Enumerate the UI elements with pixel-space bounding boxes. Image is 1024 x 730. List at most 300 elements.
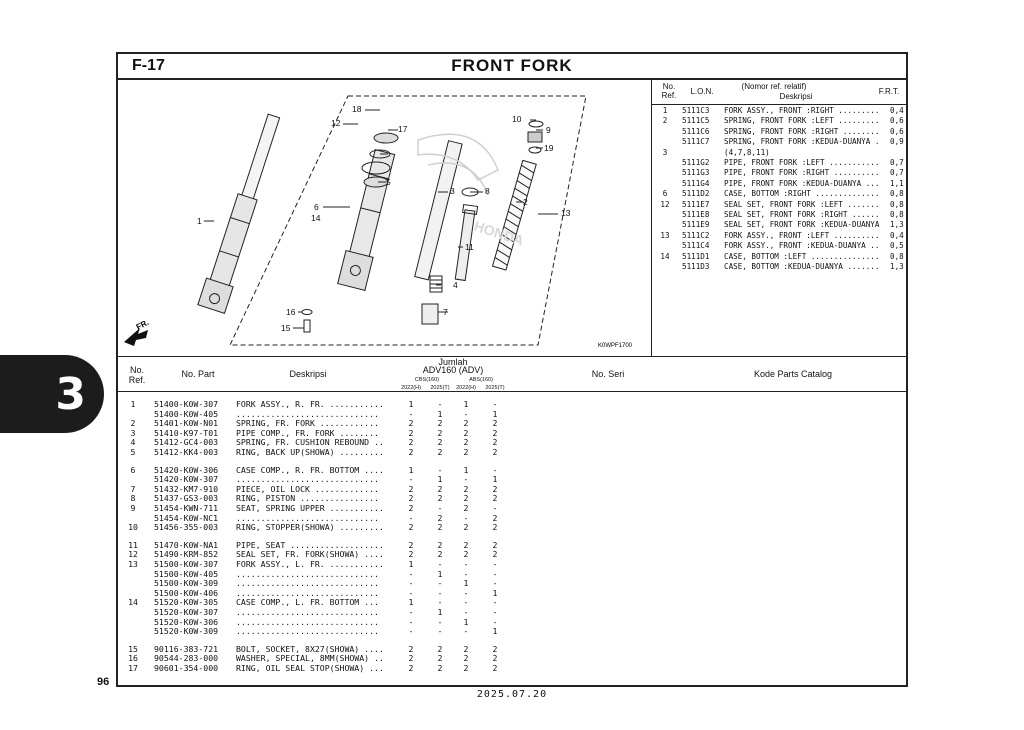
reference-row — [652, 262, 908, 272]
qty-abs-2022: 2 — [463, 418, 469, 429]
qty-cbs-2025: 2 — [437, 653, 443, 664]
parts-row — [118, 559, 906, 569]
qty-cbs-2025: 2 — [437, 418, 443, 429]
qty-cbs-2025: 2 — [437, 539, 443, 550]
part-number: 51456-355-003 — [154, 522, 219, 533]
col-year-2: 2025(T) — [430, 385, 450, 391]
reference-row — [652, 127, 908, 137]
ref-lon: 5111C6 — [682, 126, 710, 136]
qty-abs-2025: 1 — [492, 587, 498, 598]
part-description: FORK ASSY., R. FR. ........... — [236, 399, 384, 409]
qty-cbs-2022: 1 — [408, 464, 414, 475]
qty-cbs-2025: 2 — [437, 549, 443, 560]
qty-abs-2022: 2 — [463, 493, 469, 504]
ref-header-no: No. — [662, 82, 676, 91]
parts-row — [118, 399, 906, 409]
part-description: ............................. — [236, 587, 379, 598]
part-number: 90116-383-721 — [154, 643, 219, 654]
part-number: 51500-K0W-405 — [154, 568, 219, 579]
qty-abs-2025: - — [492, 399, 498, 409]
qty-cbs-2022: - — [408, 408, 414, 419]
qty-cbs-2025: 2 — [437, 643, 443, 654]
ref-lon: 5111E8 — [682, 210, 710, 219]
qty-abs-2025: 2 — [492, 437, 498, 448]
part-number: 51470-K0W-NA1 — [154, 539, 219, 550]
ref-lon: 5111D1 — [682, 251, 710, 261]
qty-abs-2022: 2 — [463, 549, 469, 560]
qty-cbs-2025: 2 — [437, 522, 443, 533]
ref-description: FORK ASSY., FRONT :LEFT .......... — [724, 230, 880, 240]
parts-row — [118, 484, 906, 494]
qty-abs-2025: 2 — [492, 418, 498, 429]
part-description: ............................. — [236, 607, 379, 617]
reference-row — [652, 210, 908, 220]
page-number: 96 — [97, 676, 110, 688]
qty-abs-2025: 1 — [492, 626, 498, 637]
qty-abs-2022: 2 — [463, 643, 469, 654]
ref-description: SPRING, FRONT FORK :KEDUA-DUANYA . — [724, 137, 880, 147]
qty-abs-2022: 2 — [463, 427, 469, 438]
front-direction-arrow — [124, 318, 150, 346]
part-number: 51500-K0W-406 — [154, 587, 219, 598]
qty-cbs-2025: - — [437, 597, 443, 608]
part-ref: 5 — [130, 447, 136, 457]
callout-6: 6 — [314, 202, 319, 212]
ref-no: 3 — [662, 147, 668, 157]
parts-row — [118, 447, 906, 457]
part-ref: 14 — [128, 597, 138, 608]
part-description: ............................. — [236, 408, 379, 419]
part-ref: 12 — [128, 549, 138, 560]
ref-frt: 0,8 — [890, 189, 904, 199]
reference-header — [652, 80, 908, 105]
part-description: WASHER, SPECIAL, 8MM(SHOWA) .. — [236, 653, 384, 664]
fork-spring — [492, 160, 536, 270]
reference-row — [652, 241, 908, 251]
qty-cbs-2025: 1 — [437, 607, 443, 617]
callout-12: 12 — [331, 118, 341, 128]
qty-cbs-2025: 2 — [437, 437, 443, 448]
ref-description: SEAL SET, FRONT FORK :KEDUA-DUANYA — [724, 220, 880, 230]
part-number: 51420-K0W-307 — [154, 474, 219, 485]
part-number: 51400-K0W-405 — [154, 408, 219, 419]
ref-description: SPRING, FRONT FORK :RIGHT ........ — [724, 126, 880, 136]
qty-abs-2025: 2 — [492, 493, 498, 504]
reference-row — [652, 106, 908, 116]
parts-row — [118, 474, 906, 484]
part-number: 51412-KK4-003 — [154, 447, 219, 457]
reference-row — [652, 252, 908, 262]
qty-cbs-2022: - — [408, 578, 414, 589]
figure-code: F-17 — [132, 57, 165, 74]
part-ref: 4 — [130, 437, 136, 448]
qty-abs-2022: - — [463, 597, 469, 608]
qty-abs-2022: - — [463, 512, 469, 523]
qty-abs-2022: 1 — [463, 464, 469, 475]
part-number: 90601-354-000 — [154, 663, 219, 673]
col-cbs: CBS(160) — [414, 377, 440, 383]
ref-lon: 5111D3 — [682, 262, 710, 271]
qty-cbs-2022: - — [408, 568, 414, 579]
qty-abs-2022: - — [463, 607, 469, 617]
qty-cbs-2025: - — [437, 626, 443, 637]
qty-cbs-2022: 1 — [408, 399, 414, 409]
qty-abs-2022: 1 — [463, 616, 469, 627]
qty-abs-2022: - — [463, 474, 469, 485]
qty-abs-2025: - — [492, 464, 498, 475]
callout-13: 13 — [561, 208, 571, 218]
qty-cbs-2022: 2 — [408, 447, 414, 457]
qty-abs-2025: - — [492, 559, 498, 569]
part-description: CASE COMP., L. FR. BOTTOM ... — [236, 597, 379, 608]
reference-row — [652, 168, 908, 178]
ref-frt: 0,8 — [890, 210, 904, 219]
part-number: 90544-283-000 — [154, 653, 219, 664]
part-number: 51500-K0W-307 — [154, 559, 219, 569]
part-description: SPRING, FR. CUSHION REBOUND .. — [236, 437, 384, 448]
qty-abs-2025: - — [492, 607, 498, 617]
parts-row — [118, 493, 906, 503]
qty-cbs-2025: 2 — [437, 447, 443, 457]
ref-lon: 5111C4 — [682, 241, 710, 251]
qty-cbs-2022: - — [408, 587, 414, 598]
part-number: 51520-K0W-306 — [154, 616, 219, 627]
qty-abs-2022: 2 — [463, 437, 469, 448]
callout-2: 2 — [523, 197, 528, 207]
callout-3: 3 — [450, 186, 455, 196]
ref-description: FORK ASSY., FRONT :RIGHT ......... — [724, 106, 880, 115]
col-catalog-code: Kode Parts Catalog — [753, 369, 833, 379]
qty-cbs-2022: 2 — [408, 549, 414, 560]
front-fork-drawing — [118, 80, 652, 356]
qty-abs-2022: - — [463, 568, 469, 579]
ref-frt: 0,8 — [890, 199, 904, 209]
footer-date: 2025.07.20 — [476, 689, 548, 700]
col-description: Deskripsi — [289, 369, 327, 379]
callout-1: 1 — [197, 216, 202, 226]
ref-no: 1 — [662, 106, 668, 115]
col-serial: No. Seri — [591, 369, 625, 379]
qty-cbs-2022: - — [408, 626, 414, 637]
parts-row — [118, 465, 906, 475]
part-description: ............................. — [236, 616, 379, 627]
ref-frt: 1,3 — [890, 262, 904, 271]
ref-header-lon: L.O.N. — [690, 87, 714, 96]
qty-abs-2025: - — [492, 578, 498, 589]
ref-frt: 0,9 — [890, 137, 904, 147]
parts-row — [118, 513, 906, 523]
qty-cbs-2022: 2 — [408, 427, 414, 438]
qty-abs-2022: 2 — [463, 503, 469, 513]
ref-description: PIPE, FRONT FORK :LEFT ........... — [724, 158, 880, 167]
reference-row — [652, 220, 908, 230]
ref-lon: 5111E9 — [682, 220, 710, 230]
ref-frt: 0,7 — [890, 158, 904, 167]
ref-lon: 5111E7 — [682, 199, 710, 209]
ref-description: SEAL SET, FRONT FORK :LEFT ....... — [724, 199, 880, 209]
part-ref: 11 — [128, 539, 138, 550]
exploded-diagram — [118, 80, 652, 356]
callout-15: 15 — [281, 323, 291, 333]
ref-frt: 1,3 — [890, 220, 904, 230]
qty-abs-2025: 2 — [492, 512, 498, 523]
callout-14: 14 — [311, 213, 321, 223]
callout-8: 8 — [485, 186, 490, 196]
parts-row — [118, 653, 906, 663]
parts-page-frame — [116, 52, 908, 687]
part-description: PIPE COMP., FR. FORK ........ — [236, 427, 379, 438]
ref-description: CASE, BOTTOM :KEDUA-DUANYA ....... — [724, 262, 880, 271]
qty-abs-2025: - — [492, 616, 498, 627]
rebound-spring — [430, 276, 442, 292]
part-description: RING, STOPPER(SHOWA) ......... — [236, 522, 384, 533]
qty-abs-2025: - — [492, 597, 498, 608]
reference-row — [652, 189, 908, 199]
part-description: SEAL SET, FR. FORK(SHOWA) .... — [236, 549, 384, 560]
part-ref: 15 — [128, 643, 138, 654]
part-ref: 16 — [128, 653, 138, 664]
qty-abs-2022: - — [463, 408, 469, 419]
qty-cbs-2025: 2 — [437, 663, 443, 673]
qty-cbs-2025: - — [437, 578, 443, 589]
part-ref: 17 — [128, 663, 138, 673]
qty-abs-2022: - — [463, 559, 469, 569]
chapter-tab — [0, 355, 104, 433]
parts-row — [118, 418, 906, 428]
part-number: 51412-GC4-003 — [154, 437, 219, 448]
ref-frt: 0,8 — [890, 251, 904, 261]
parts-row — [118, 617, 906, 627]
col-year-1: 2022(H) — [401, 385, 421, 391]
part-number: 51490-KRM-852 — [154, 549, 219, 560]
qty-cbs-2022: - — [408, 512, 414, 523]
part-description: RING, BACK UP(SHOWA) ......... — [236, 447, 384, 457]
special-washer — [302, 310, 312, 315]
part-description: BOLT, SOCKET, 8X27(SHOWA) .... — [236, 643, 384, 654]
parts-row — [118, 428, 906, 438]
ref-description: CASE, BOTTOM :LEFT ............... — [724, 251, 880, 261]
qty-cbs-2022: 2 — [408, 643, 414, 654]
part-description: ............................. — [236, 474, 379, 485]
fork-assembly-right — [198, 112, 287, 314]
col-ref: Ref. — [128, 375, 146, 385]
qty-cbs-2022: 2 — [408, 437, 414, 448]
col-part-no: No. Part — [181, 369, 215, 379]
direction-label: FR. — [134, 317, 151, 332]
ref-lon: 5111G3 — [682, 168, 710, 178]
parts-row — [118, 437, 906, 447]
qty-abs-2022: 2 — [463, 539, 469, 550]
ref-description: FORK ASSY., FRONT :KEDUA-DUANYA .. — [724, 241, 880, 251]
parts-row — [118, 578, 906, 588]
part-description: ............................. — [236, 568, 379, 579]
part-ref: 13 — [128, 559, 138, 569]
parts-table-header — [118, 356, 906, 392]
callout-5: 5 — [386, 177, 391, 187]
drawing-code: K0WPF1700 — [598, 343, 633, 349]
part-description: FORK ASSY., L. FR. ........... — [236, 559, 384, 569]
reference-row — [652, 158, 908, 168]
qty-abs-2022: 1 — [463, 578, 469, 589]
part-number: 51410-K97-T01 — [154, 427, 219, 438]
ref-description: SPRING, FRONT FORK :LEFT ......... — [724, 116, 880, 126]
ref-description: SEAL SET, FRONT FORK :RIGHT ...... — [724, 210, 880, 219]
parts-row — [118, 503, 906, 513]
qty-cbs-2022: 2 — [408, 483, 414, 494]
ref-no: 14 — [660, 251, 670, 261]
ref-frt: 0,4 — [890, 230, 904, 240]
ref-description: PIPE, FRONT FORK :KEDUA-DUANYA ... — [724, 178, 880, 188]
qty-abs-2025: 2 — [492, 549, 498, 560]
qty-cbs-2022: 2 — [408, 539, 414, 550]
qty-abs-2025: 2 — [492, 522, 498, 533]
qty-abs-2025: 2 — [492, 643, 498, 654]
spring-seat — [528, 132, 542, 142]
part-ref: 3 — [130, 427, 136, 438]
ref-frt: 0,5 — [890, 241, 904, 251]
part-number: 51432-KM7-910 — [154, 483, 219, 494]
parts-row — [118, 540, 906, 550]
ring-18 — [374, 133, 398, 143]
parts-row — [118, 597, 906, 607]
callout-10: 10 — [512, 114, 522, 124]
qty-cbs-2022: - — [408, 474, 414, 485]
parts-row — [118, 522, 906, 532]
parts-row — [118, 569, 906, 579]
parts-row — [118, 588, 906, 598]
qty-abs-2025: 2 — [492, 427, 498, 438]
qty-abs-2022: - — [463, 587, 469, 598]
part-description: PIECE, OIL LOCK ............. — [236, 483, 379, 494]
part-description: ............................. — [236, 626, 379, 637]
part-ref: 2 — [130, 418, 136, 429]
qty-cbs-2022: 1 — [408, 597, 414, 608]
part-description: ............................. — [236, 512, 379, 523]
qty-cbs-2025: - — [437, 616, 443, 627]
qty-abs-2025: 2 — [492, 539, 498, 550]
qty-cbs-2025: 2 — [437, 512, 443, 523]
qty-cbs-2022: - — [408, 616, 414, 627]
ref-header-frt: F.R.T. — [878, 87, 900, 96]
ref-frt: 0,6 — [890, 126, 904, 136]
ref-frt: 0,4 — [890, 106, 904, 115]
ref-no: 2 — [662, 116, 668, 126]
part-ref: 6 — [130, 464, 136, 475]
chapter-number: 3 — [55, 369, 86, 420]
parts-row — [118, 626, 906, 636]
part-description: CASE COMP., R. FR. BOTTOM .... — [236, 464, 384, 475]
col-abs: ABS(160) — [469, 377, 493, 383]
fork-pipe — [415, 141, 462, 280]
part-ref: 9 — [130, 503, 136, 513]
part-ref: 1 — [130, 399, 136, 409]
qty-cbs-2022: 2 — [408, 653, 414, 664]
callout-17: 17 — [398, 124, 408, 134]
ref-description: CASE, BOTTOM :RIGHT .............. — [724, 189, 880, 199]
socket-bolt — [304, 320, 310, 332]
qty-cbs-2025: - — [437, 587, 443, 598]
reference-row — [652, 231, 908, 241]
qty-cbs-2025: 1 — [437, 568, 443, 579]
callout-16: 16 — [286, 307, 296, 317]
col-year-4: 2025(T) — [485, 385, 505, 391]
ref-lon: 5111C7 — [682, 137, 710, 147]
qty-abs-2025: 1 — [492, 408, 498, 419]
qty-cbs-2025: - — [437, 464, 443, 475]
qty-abs-2022: 2 — [463, 663, 469, 673]
callout-11: 11 — [465, 242, 474, 252]
part-number: 51420-K0W-306 — [154, 464, 219, 475]
qty-cbs-2022: 2 — [408, 663, 414, 673]
ref-lon: 5111C2 — [682, 230, 710, 240]
stopper-ring — [529, 121, 543, 127]
qty-cbs-2022: 2 — [408, 493, 414, 504]
qty-cbs-2025: 2 — [437, 427, 443, 438]
part-description: PIPE, SEAT ................... — [236, 539, 384, 550]
col-no: No. — [129, 365, 144, 375]
ref-no: 13 — [660, 230, 670, 240]
qty-abs-2025: 2 — [492, 447, 498, 457]
qty-abs-2022: 2 — [463, 447, 469, 457]
callout-19: 19 — [544, 143, 554, 153]
qty-abs-2025: - — [492, 503, 498, 513]
qty-abs-2022: 2 — [463, 483, 469, 494]
ref-header-deskripsi: Deskripsi — [779, 92, 813, 101]
qty-cbs-2025: 2 — [437, 483, 443, 494]
qty-cbs-2025: - — [437, 503, 443, 513]
qty-abs-2022: 2 — [463, 653, 469, 664]
part-number: 51400-K0W-307 — [154, 399, 219, 409]
qty-cbs-2022: - — [408, 607, 414, 617]
qty-abs-2025: 2 — [492, 483, 498, 494]
qty-cbs-2022: 2 — [408, 418, 414, 429]
part-number: 51437-GS3-003 — [154, 493, 219, 504]
reference-row — [652, 200, 908, 210]
qty-abs-2025: 1 — [492, 474, 498, 485]
qty-cbs-2022: 2 — [408, 503, 414, 513]
col-year-3: 2022(H) — [456, 385, 476, 391]
qty-cbs-2025: 2 — [437, 493, 443, 504]
part-description: ............................. — [236, 578, 379, 589]
ref-no: 6 — [662, 189, 668, 199]
part-ref: 8 — [130, 493, 136, 504]
part-number: 51454-KWN-711 — [154, 503, 219, 513]
reference-row — [652, 179, 908, 189]
ref-lon: 5111G4 — [682, 178, 710, 188]
ref-header-ref: Ref. — [661, 91, 677, 100]
qty-cbs-2025: - — [437, 399, 443, 409]
reference-panel — [652, 80, 908, 356]
qty-cbs-2022: 2 — [408, 522, 414, 533]
qty-abs-2025: - — [492, 568, 498, 579]
part-ref: 7 — [130, 483, 136, 494]
part-description: SEAT, SPRING UPPER ........... — [236, 503, 384, 513]
qty-abs-2022: 2 — [463, 522, 469, 533]
ref-no: 12 — [660, 199, 670, 209]
part-number: 51401-K0W-N01 — [154, 418, 219, 429]
qty-cbs-2025: - — [437, 559, 443, 569]
col-model: ADV160 (ADV) — [422, 365, 484, 375]
ref-description: (4,7,8,11) — [724, 147, 770, 157]
ref-lon: 5111C3 — [682, 106, 710, 115]
callout-9: 9 — [546, 125, 551, 135]
qty-cbs-2025: 1 — [437, 408, 443, 419]
part-description: RING, PISTON ................ — [236, 493, 379, 504]
ref-frt: 0,6 — [890, 116, 904, 126]
qty-cbs-2022: 1 — [408, 559, 414, 569]
oil-lock-piece — [422, 304, 438, 324]
qty-abs-2025: 2 — [492, 653, 498, 664]
